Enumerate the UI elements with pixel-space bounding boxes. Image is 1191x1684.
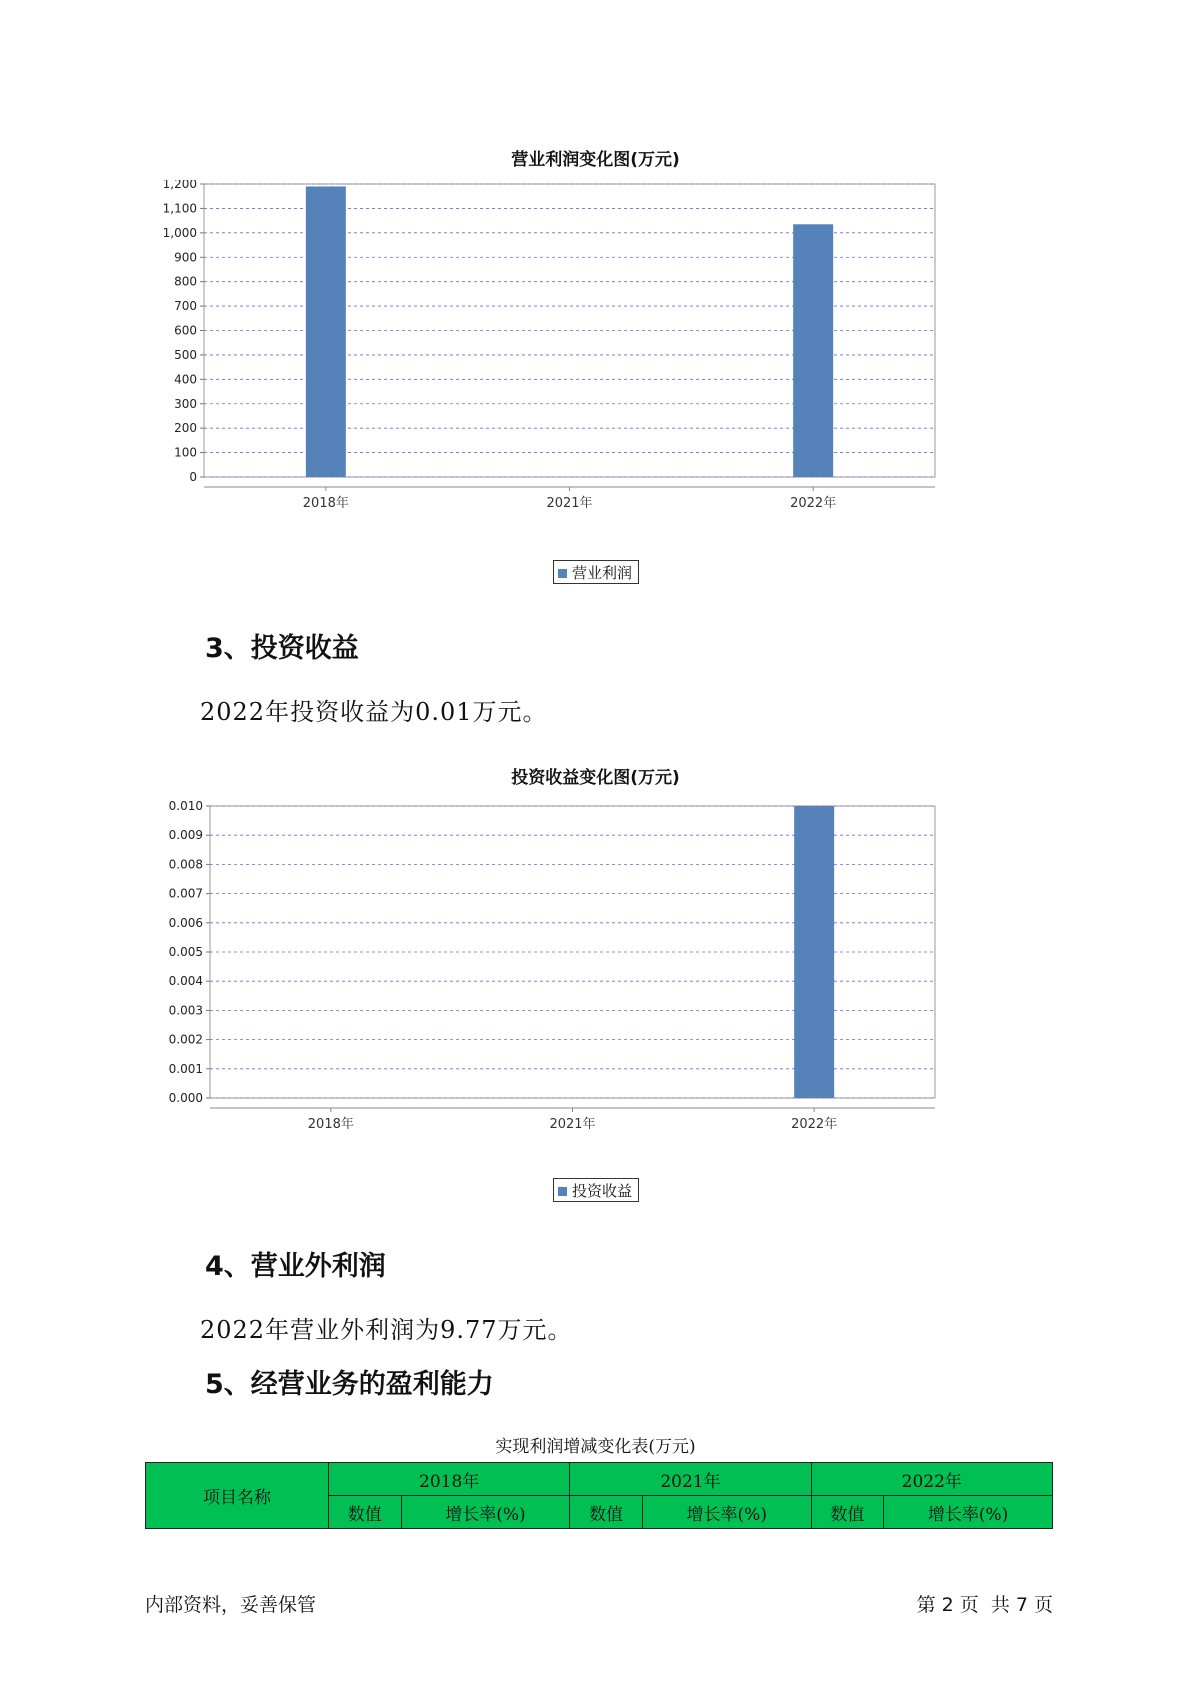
y-tick-label: 0.004 bbox=[168, 974, 203, 989]
investment-income-legend bbox=[553, 1178, 639, 1202]
y-tick-label: 0.000 bbox=[168, 1091, 203, 1105]
profit-change-table bbox=[145, 1462, 1053, 1529]
value-header: 数值 bbox=[811, 1496, 884, 1529]
y-tick-label: 0.005 bbox=[168, 945, 203, 959]
section-3-heading: 3、投资收益 bbox=[205, 633, 359, 664]
y-tick-label: 1,200 bbox=[162, 180, 197, 191]
section-3-text: 2022年投资收益为0.01万元。 bbox=[200, 698, 548, 726]
investment-income-chart-title: 投资收益变化图(万元) bbox=[511, 768, 680, 788]
year-header: 2018年 bbox=[329, 1463, 570, 1496]
y-tick-label: 0.002 bbox=[168, 1032, 203, 1047]
y-tick-label: 1,000 bbox=[162, 225, 197, 240]
growth-header: 增长率(%) bbox=[642, 1496, 811, 1529]
bar bbox=[793, 224, 833, 477]
footer-confidential: 内部资料，妥善保管 bbox=[145, 1594, 317, 1616]
y-tick-label: 0.006 bbox=[168, 915, 203, 930]
x-tick-label: 2021年 bbox=[546, 496, 593, 511]
y-tick-label: 0.001 bbox=[168, 1061, 203, 1076]
legend-label: 投资收益 bbox=[572, 1182, 633, 1200]
y-tick-label: 600 bbox=[174, 323, 197, 338]
operating-profit-chart-title: 营业利润变化图(万元) bbox=[511, 150, 680, 170]
section-4-text: 2022年营业外利润为9.77万元。 bbox=[200, 1316, 573, 1344]
bar bbox=[306, 186, 346, 477]
x-tick-label: 2022年 bbox=[790, 496, 837, 511]
y-tick-label: 800 bbox=[174, 274, 197, 289]
section-4-heading: 4、营业外利润 bbox=[205, 1251, 386, 1282]
y-tick-label: 700 bbox=[174, 299, 197, 314]
operating-profit-legend bbox=[553, 560, 639, 584]
value-header: 数值 bbox=[329, 1496, 402, 1529]
legend-swatch bbox=[558, 569, 567, 578]
section-5-heading: 5、经营业务的盈利能力 bbox=[205, 1369, 494, 1400]
x-tick-label: 2021年 bbox=[549, 1117, 596, 1132]
table-caption: 实现利润增减变化表(万元) bbox=[495, 1437, 696, 1457]
value-header: 数值 bbox=[570, 1496, 643, 1529]
y-tick-label: 400 bbox=[174, 372, 197, 387]
y-tick-label: 900 bbox=[174, 250, 197, 265]
y-tick-label: 0 bbox=[189, 470, 197, 484]
y-tick-label: 0.003 bbox=[168, 1003, 203, 1018]
legend-swatch bbox=[558, 1187, 567, 1196]
page-number: 第 2 页 共 7 页 bbox=[916, 1594, 1053, 1616]
growth-header: 增长率(%) bbox=[401, 1496, 570, 1529]
year-header: 2021年 bbox=[570, 1463, 811, 1496]
item-name-header: 项目名称 bbox=[146, 1463, 329, 1529]
y-tick-label: 300 bbox=[174, 396, 197, 411]
x-tick-label: 2018年 bbox=[307, 1117, 354, 1132]
x-tick-label: 2022年 bbox=[791, 1117, 838, 1132]
table-header-row bbox=[146, 1463, 1053, 1496]
growth-header: 增长率(%) bbox=[884, 1496, 1053, 1529]
year-header: 2022年 bbox=[811, 1463, 1052, 1496]
y-tick-label: 0.007 bbox=[168, 886, 203, 901]
y-tick-label: 100 bbox=[174, 445, 197, 460]
bar bbox=[794, 806, 834, 1098]
y-tick-label: 0.010 bbox=[168, 799, 203, 813]
investment-income-chart bbox=[160, 798, 1020, 1188]
y-tick-label: 200 bbox=[174, 421, 197, 436]
operating-profit-chart bbox=[160, 180, 1020, 570]
y-tick-label: 500 bbox=[174, 347, 197, 362]
y-tick-label: 0.009 bbox=[168, 828, 203, 843]
y-tick-label: 0.008 bbox=[168, 857, 203, 872]
x-tick-label: 2018年 bbox=[302, 496, 349, 511]
legend-label: 营业利润 bbox=[572, 564, 633, 582]
y-tick-label: 1,100 bbox=[162, 201, 197, 216]
